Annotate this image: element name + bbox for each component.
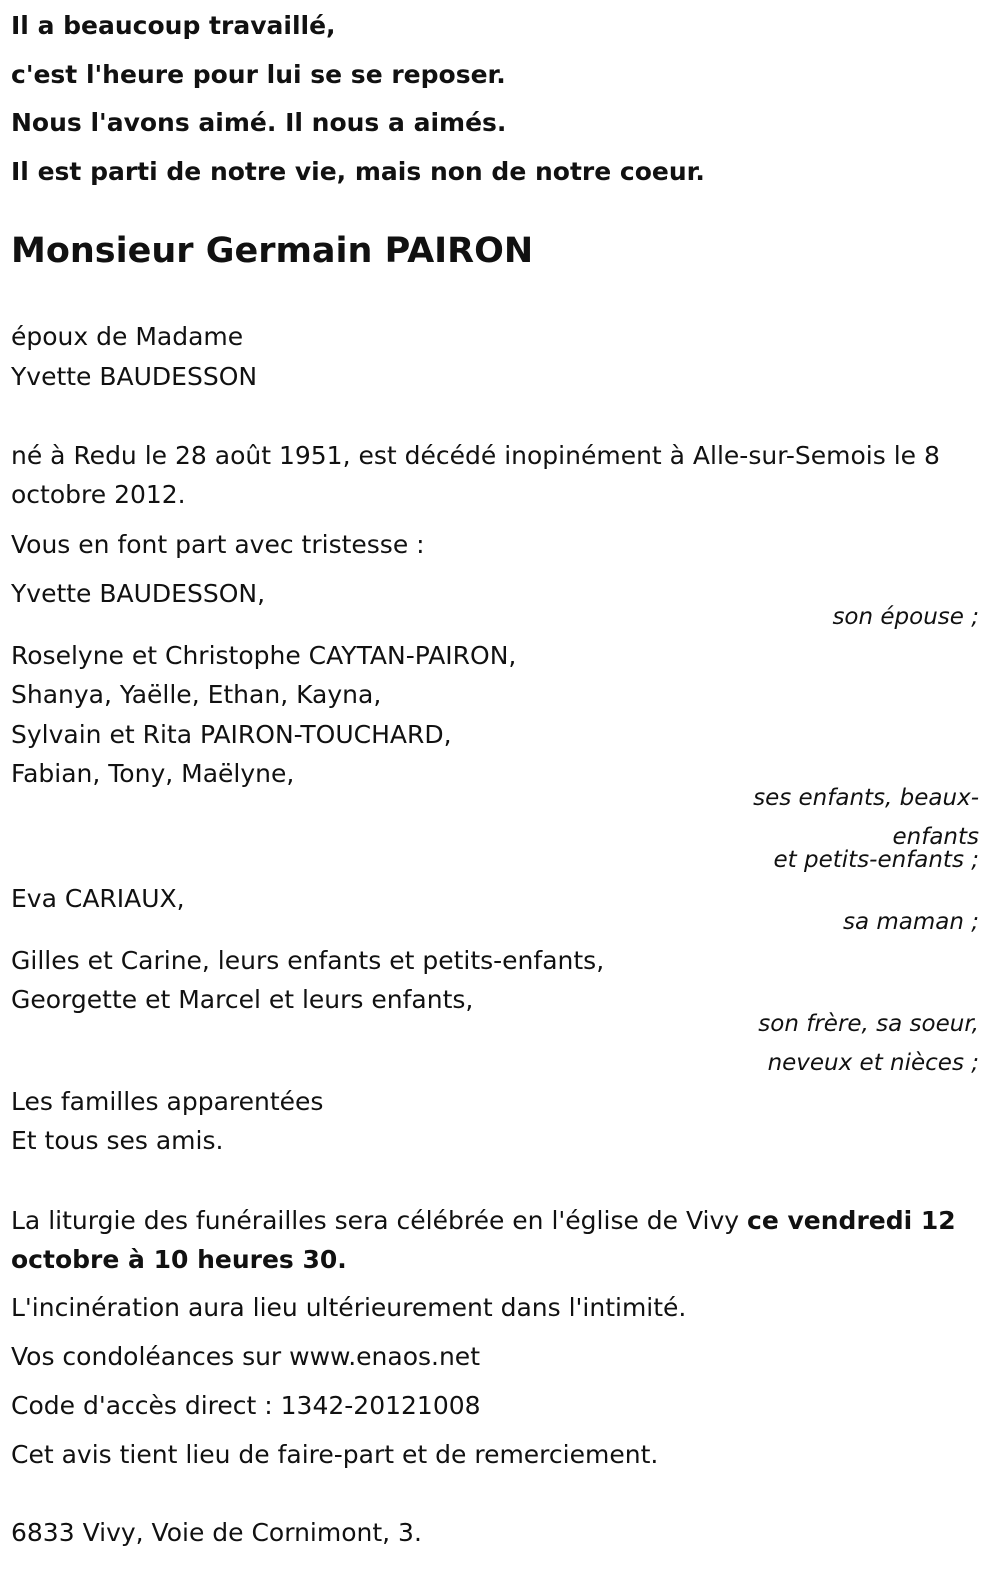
notice-text: Cet avis tient lieu de faire-part et de remerciement. — [11, 1440, 659, 1469]
liturgy-text: La liturgie des funérailles sera célébrée en l'église de Vivy — [11, 1206, 748, 1235]
mother-role: sa maman ; — [842, 909, 979, 935]
siblings-line-1: Gilles et Carine, leurs enfants et petits-enfants, — [11, 946, 605, 975]
children-line-1: Roselyne et Christophe CAYTAN-PAIRON, — [11, 641, 517, 670]
children-line-3: Sylvain et Rita PAIRON-TOUCHARD, — [11, 720, 452, 749]
family-spouse: Yvette BAUDESSON, — [11, 579, 266, 608]
children-line-2: Shanya, Yaëlle, Ethan, Kayna, — [11, 680, 382, 709]
others-line-2: Et tous ses amis. — [11, 1126, 224, 1155]
funeral-liturgy — [11, 1201, 979, 1279]
liturgy-date: ce vendredi 12 octobre à 10 heures 30. — [11, 1206, 956, 1274]
children-line-4: Fabian, Tony, Maëlyne, — [11, 759, 295, 788]
deceased-name: Monsieur Germain PAIRON — [11, 231, 534, 271]
children-role-1: ses enfants, beaux- — [753, 785, 979, 811]
announcement: Vous en font part avec tristesse : — [11, 530, 425, 559]
siblings-role-1: son frère, sa soeur, — [758, 1011, 979, 1037]
spouse-line-2: Yvette BAUDESSON — [11, 362, 258, 391]
access-code-text: Code d'accès direct : 1342-20121008 — [11, 1391, 481, 1420]
poem-line-4: Il est parti de notre vie, mais non de notre coeur. — [11, 157, 705, 186]
poem-line-2: c'est l'heure pour lui se se reposer. — [11, 60, 506, 89]
children-role-2: enfants — [892, 824, 979, 850]
children-role-3: et petits-enfants ; — [773, 847, 979, 873]
siblings-role-2: neveux et nièces ; — [767, 1050, 979, 1076]
incineration-text: L'incinération aura lieu ultérieurement dans l'intimité. — [11, 1293, 687, 1322]
address: 6833 Vivy, Voie de Cornimont, 3. — [11, 1518, 422, 1547]
condolences-text: Vos condoléances sur www.enaos.net — [11, 1342, 480, 1371]
poem-line-3: Nous l'avons aimé. Il nous a aimés. — [11, 108, 507, 137]
birth-death-text: né à Redu le 28 août 1951, est décédé inopinément à Alle-sur-Semois le 8 octobre 2012. — [11, 441, 940, 509]
spouse-role: son épouse ; — [832, 604, 979, 630]
spouse-line-1: époux de Madame — [11, 322, 244, 351]
poem-line-1: Il a beaucoup travaillé, — [11, 11, 336, 40]
others-line-1: Les familles apparentées — [11, 1087, 324, 1116]
family-mother: Eva CARIAUX, — [11, 884, 185, 913]
siblings-line-2: Georgette et Marcel et leurs enfants, — [11, 985, 474, 1014]
